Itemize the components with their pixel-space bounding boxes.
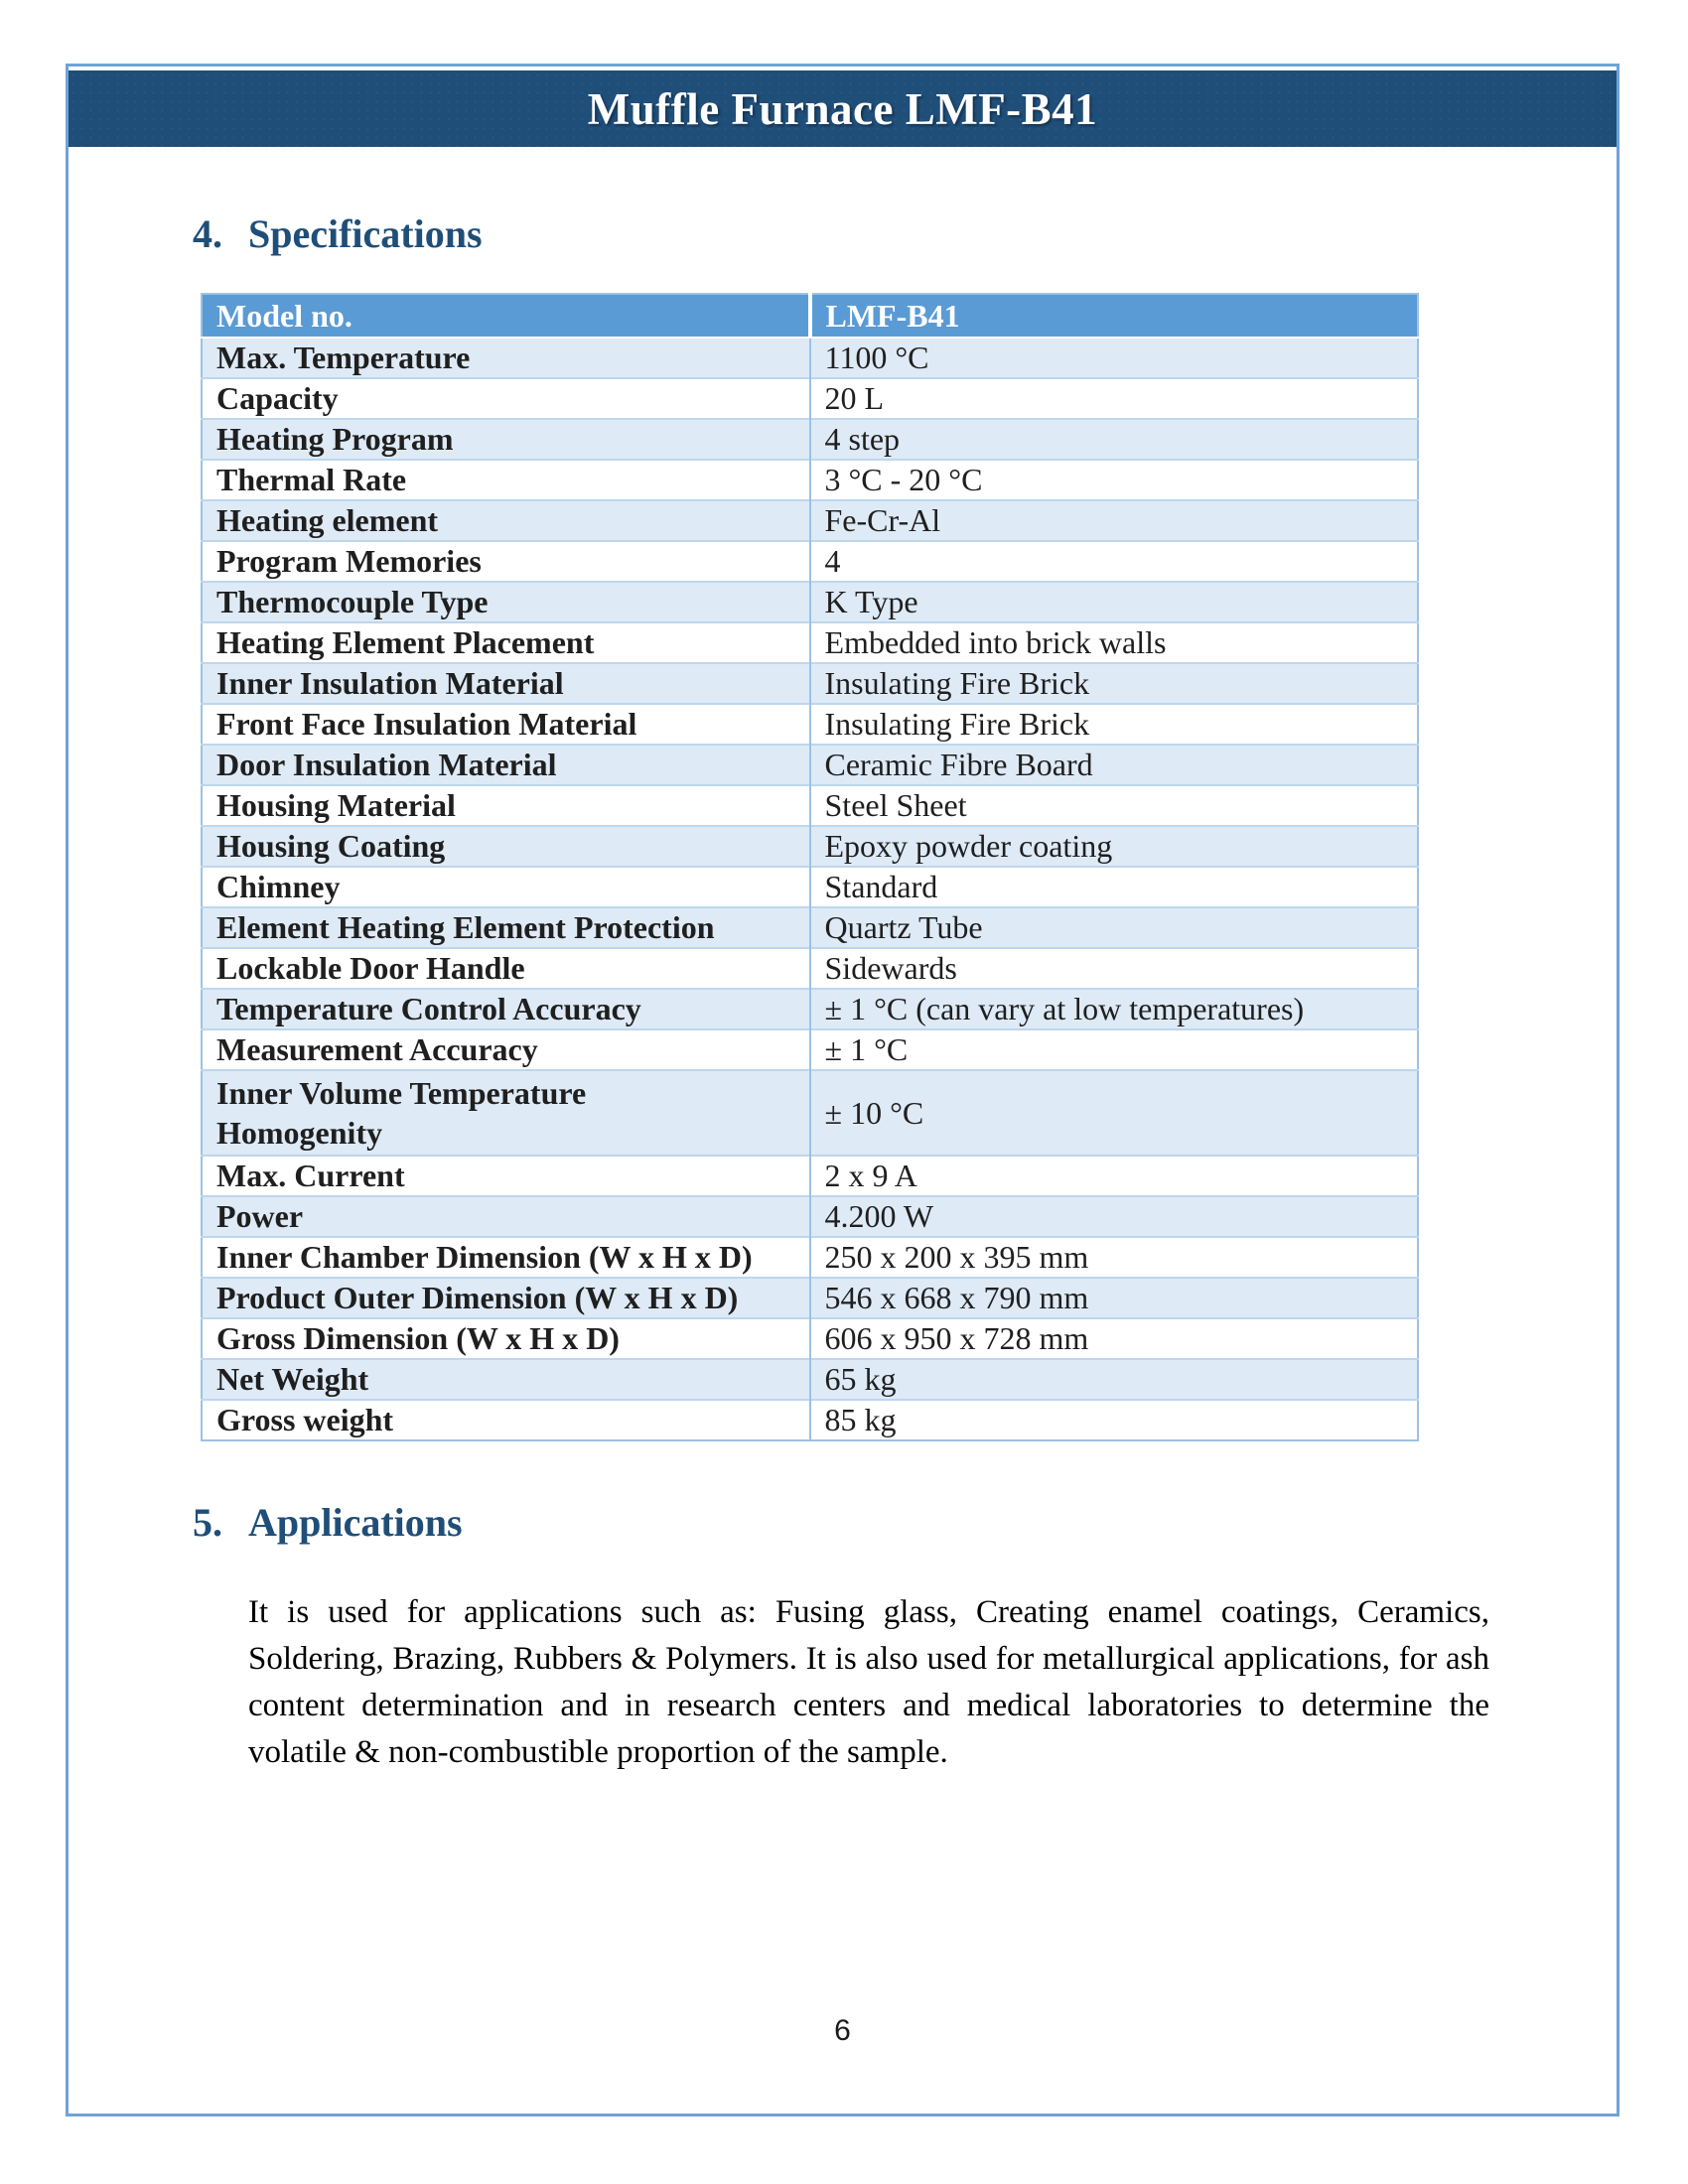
table-row bbox=[202, 907, 1418, 948]
spec-label: Thermal Rate bbox=[202, 460, 810, 500]
spec-value: 65 kg bbox=[824, 1361, 897, 1397]
spec-value: Steel Sheet bbox=[824, 787, 967, 823]
table-row bbox=[202, 541, 1418, 582]
table-row bbox=[202, 1278, 1418, 1318]
table-row bbox=[202, 1070, 1418, 1156]
spec-label: Housing Material bbox=[202, 785, 810, 826]
spec-label: Inner Insulation Material bbox=[202, 663, 810, 704]
spec-label: Front Face Insulation Material bbox=[202, 704, 810, 745]
spec-value: 2 x 9 A bbox=[824, 1158, 917, 1193]
spec-value: 4 bbox=[824, 543, 841, 579]
table-row bbox=[202, 1237, 1418, 1278]
table-row bbox=[202, 500, 1418, 541]
table-row bbox=[202, 1400, 1418, 1440]
spec-value: Epoxy powder coating bbox=[824, 828, 1113, 864]
table-row bbox=[202, 1156, 1418, 1196]
spec-value: K Type bbox=[824, 584, 918, 619]
table-row bbox=[202, 460, 1418, 500]
table-row bbox=[202, 663, 1418, 704]
spec-label: Max. Temperature bbox=[202, 338, 810, 378]
applications-paragraph: It is used for applications such as: Fusing glass, Creating enamel coatings, Ceramics, Soldering, Brazing, Rubbers & Polymers. It is also used for metallurgical applications, for ash content determination and in research centers and medical laboratories to determine the volatile & non-combustible proportion of the sample. bbox=[248, 1594, 1489, 1770]
spec-value: 85 kg bbox=[824, 1402, 897, 1437]
spec-label: Heating Element Placement bbox=[202, 622, 810, 663]
spec-value: ± 1 °C bbox=[824, 1031, 909, 1067]
spec-label: Power bbox=[202, 1196, 810, 1237]
table-row bbox=[202, 785, 1418, 826]
spec-label: Max. Current bbox=[202, 1156, 810, 1196]
table-row bbox=[202, 989, 1418, 1029]
table-row bbox=[202, 1318, 1418, 1359]
spec-value: Quartz Tube bbox=[824, 909, 983, 945]
spec-label: Lockable Door Handle bbox=[202, 948, 810, 989]
specifications-heading-number: 4. bbox=[193, 211, 222, 256]
document-title: Muffle Furnace LMF-B41 bbox=[587, 83, 1098, 134]
spec-label: Gross weight bbox=[202, 1400, 810, 1440]
spec-value: ± 1 °C (can vary at low temperatures) bbox=[824, 991, 1305, 1026]
spec-value: 250 x 200 x 395 mm bbox=[824, 1239, 1089, 1275]
spec-value: Ceramic Fibre Board bbox=[824, 747, 1093, 782]
table-row bbox=[202, 1359, 1418, 1400]
spec-label: Inner Chamber Dimension (W x H x D) bbox=[202, 1237, 810, 1278]
spec-label: Element Heating Element Protection bbox=[202, 907, 810, 948]
page-number: 6 bbox=[834, 2014, 851, 2047]
table-row bbox=[202, 704, 1418, 745]
spec-label: Temperature Control Accuracy bbox=[202, 989, 810, 1029]
spec-value: Sidewards bbox=[824, 950, 957, 986]
spec-label: Inner Volume Temperature Homogenity bbox=[202, 1070, 810, 1156]
table-row bbox=[202, 419, 1418, 460]
page-frame bbox=[66, 64, 1619, 2116]
spec-value: Standard bbox=[824, 869, 938, 904]
applications-heading-title: Applications bbox=[248, 1500, 463, 1545]
spec-label: Gross Dimension (W x H x D) bbox=[202, 1318, 810, 1359]
spec-value: 3 °C - 20 °C bbox=[824, 462, 983, 497]
model-no-value: LMF-B41 bbox=[810, 294, 1419, 338]
spec-label: Chimney bbox=[202, 867, 810, 907]
applications-heading bbox=[193, 1499, 1419, 1546]
specifications-table bbox=[201, 293, 1419, 1441]
table-header-row bbox=[202, 294, 1418, 338]
spec-value: ± 10 °C bbox=[824, 1094, 924, 1131]
spec-value: 606 x 950 x 728 mm bbox=[824, 1320, 1089, 1356]
spec-label: Net Weight bbox=[202, 1359, 810, 1400]
spec-label: Program Memories bbox=[202, 541, 810, 582]
spec-label: Heating Program bbox=[202, 419, 810, 460]
specifications-heading bbox=[193, 210, 1419, 257]
table-row bbox=[202, 622, 1418, 663]
spec-label: Heating element bbox=[202, 500, 810, 541]
spec-label: Measurement Accuracy bbox=[202, 1029, 810, 1070]
table-row bbox=[202, 582, 1418, 622]
page-content bbox=[69, 210, 1617, 1776]
spec-label: Thermocouple Type bbox=[202, 582, 810, 622]
document-header-banner bbox=[69, 70, 1617, 147]
model-no-header: Model no. bbox=[202, 294, 810, 338]
spec-label: Housing Coating bbox=[202, 826, 810, 867]
spec-value: 1100 °C bbox=[824, 340, 929, 375]
spec-value: 546 x 668 x 790 mm bbox=[824, 1280, 1089, 1315]
specifications-heading-title: Specifications bbox=[248, 211, 483, 256]
table-row bbox=[202, 1196, 1418, 1237]
spec-label: Capacity bbox=[202, 378, 810, 419]
spec-value: 4 step bbox=[824, 421, 901, 457]
table-row bbox=[202, 948, 1418, 989]
table-row bbox=[202, 745, 1418, 785]
table-row bbox=[202, 826, 1418, 867]
spec-value: Insulating Fire Brick bbox=[824, 665, 1090, 701]
table-row bbox=[202, 1029, 1418, 1070]
table-row bbox=[202, 378, 1418, 419]
spec-value: 4.200 W bbox=[824, 1198, 934, 1234]
spec-value: Insulating Fire Brick bbox=[824, 706, 1090, 742]
spec-label: Product Outer Dimension (W x H x D) bbox=[202, 1278, 810, 1318]
applications-heading-number: 5. bbox=[193, 1500, 222, 1545]
spec-value: Embedded into brick walls bbox=[824, 624, 1167, 660]
table-row bbox=[202, 867, 1418, 907]
spec-label: Door Insulation Material bbox=[202, 745, 810, 785]
table-row bbox=[202, 338, 1418, 378]
spec-value: Fe-Cr-Al bbox=[824, 502, 941, 538]
spec-value: 20 L bbox=[824, 380, 885, 416]
